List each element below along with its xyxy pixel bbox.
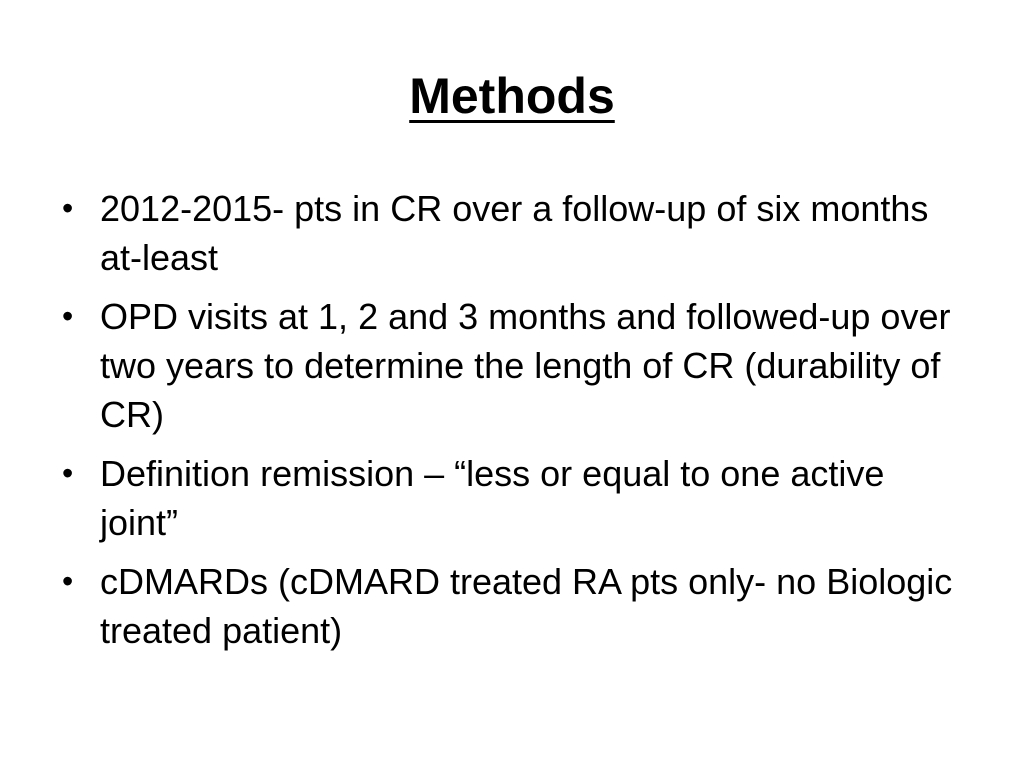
bullet-item — [62, 557, 962, 655]
bullet-text: 2012-2015- pts in CR over a follow-up of six months at-least — [100, 188, 929, 278]
bullet-list — [62, 184, 962, 665]
bullet-point-icon: • — [62, 298, 74, 334]
bullet-text: OPD visits at 1, 2 and 3 months and followed-up over two years to determine the length of CR (durability of CR) — [100, 296, 951, 435]
bullet-point-icon: • — [62, 190, 74, 226]
bullet-text: Definition remission – “less or equal to one active joint” — [100, 453, 885, 543]
bullet-item — [62, 292, 962, 439]
bullet-point-icon: • — [62, 563, 74, 599]
slide-title: Methods — [409, 68, 615, 124]
bullet-point-icon: • — [62, 455, 74, 491]
bullet-item — [62, 449, 962, 547]
bullet-text: cDMARDs (cDMARD treated RA pts only- no Biologic treated patient) — [100, 561, 953, 651]
bullet-item — [62, 184, 962, 282]
